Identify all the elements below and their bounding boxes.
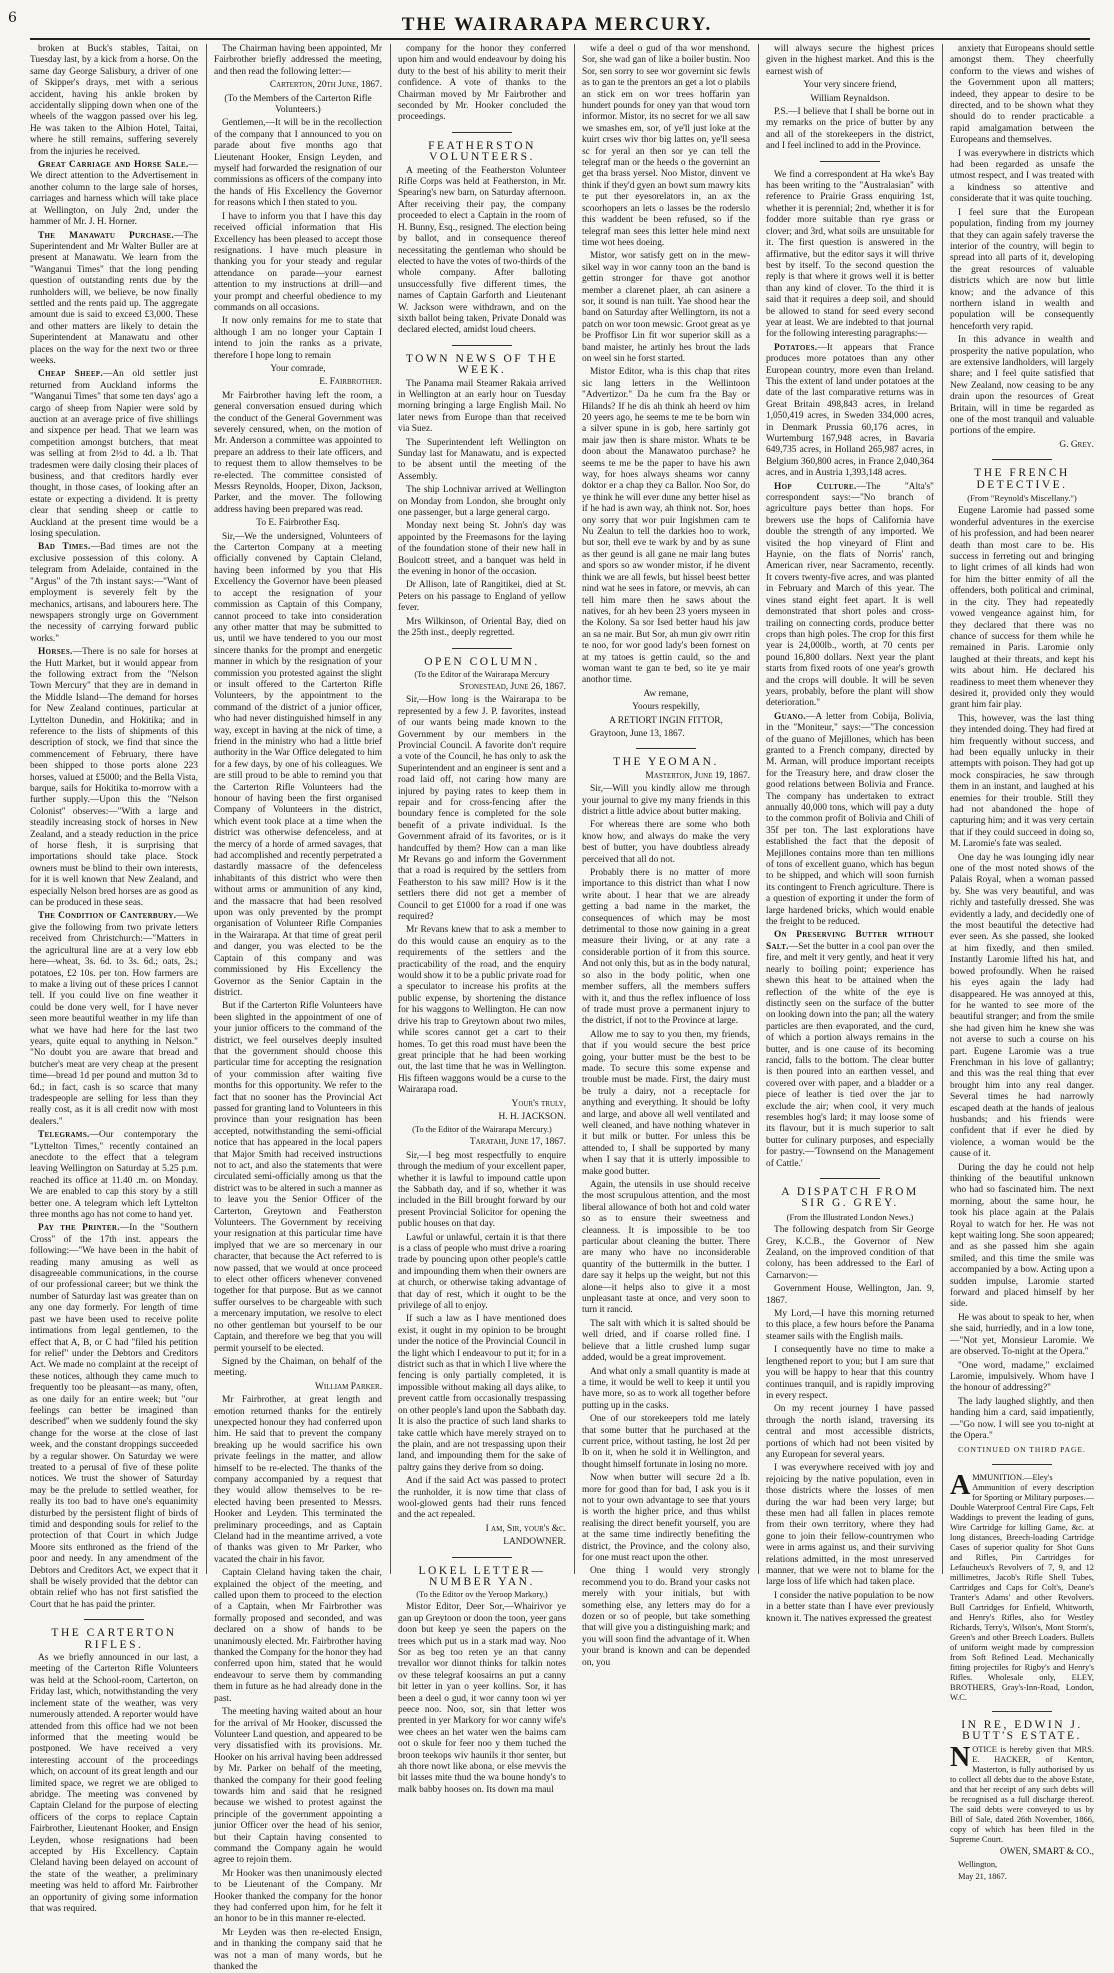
article-text: My Lord,—I have this morning returned to this place, a few hours before the Panama steamer sails with the English mails. (766, 1309, 934, 1342)
drop-cap: N (950, 1741, 971, 1773)
postscript: P.S.—I believe that I shall be borne out in my remarks on the price of butter by any and all of the storekeepers in the district, and I feel inclined to add in the Province. (766, 107, 934, 152)
letter-closing: I am, Sir, your's &c. (485, 1523, 566, 1534)
continued-notice: CONTINUED ON THIRD PAGE. (958, 1445, 1086, 1455)
column-rule (206, 44, 207, 1574)
column-4 (582, 44, 750, 1668)
article-text: company for the honor they conferred upon him and would endeavour by doing his duty to the best of his ability to merit their confidence. A vote of thanks to the Chairman moved by Mr Fairbrother and seconded by Mr. Hooker concluded the proceedings. (398, 44, 566, 123)
drop-cap: A (950, 1469, 971, 1501)
article-text: The ship Lochnivar arrived at Wellington on Monday from London, she brought only one passenger, but a large general cargo. (398, 485, 566, 519)
article-text: Mrs Wilkinson, of Oriental Bay, died on the 25th inst., deeply regretted. (398, 616, 566, 639)
article-text: And if the said Act was passed to protect the runholder, it is now time that class of wool-glowed gents had their runs fenced and the act repealed. (398, 1476, 566, 1521)
article-text: Mr Revans knew that to ask a member to do this would cause an enquiry as to the requirements of the settlers and the practicability of the road, and the enquiry would show it to be a public private road for a speculator to increase his profits at the public expense, by shortening the distance for his waggons to Wellington. He can now drive his trap to Greytown about two miles, while scores cannot get a cart to their homes. To get this road must have been the great principle that he had been working out, the last time that he was in Wellington. His fifteen waggons would be a curse to the Wairarapa road. (398, 925, 566, 1096)
article-text: Probably there is no matter of more importance to this district than what I now write about. I hear that we are already getting a bad name in the market, the consequences of which may be most detrimental to those now gaining in a great measure their living, or at any rate a considerable portion of it from this source. And not only this, but as in the body natural, so also in the body politic, when one member suffers, all the members suffers with it, and thus the reflex influence of loss of trade must prove a permanent injury to the district, if not to the Province at large. (582, 868, 750, 1027)
addressee: (To the Members of the Carterton Rifle Volunteers.) (224, 93, 372, 116)
article-heading: THE FRENCH DETECTIVE. (974, 467, 1070, 491)
masthead (0, 0, 1114, 40)
signature: William Parker. (315, 1381, 382, 1392)
article-text: Sir,—I beg most respectfully to enquire through the medium of your excellent paper, whether it is lawful to impound cattle upon the Sabbath day, and if so, whether it was included in the Bill brought forward by our present Provincial Solicitor for opening the public houses on that day. (398, 1150, 566, 1230)
news-item (30, 647, 198, 909)
letter-closing: Your very sincere friend, (803, 80, 897, 91)
column-2 (214, 44, 382, 1973)
article-subheading: (From "Reynold's Miscellany.") (967, 493, 1077, 504)
news-item (30, 1130, 198, 1221)
article-text: Captain Cleland having taken the chair, explained the object of the meeting, and called upon them to proceed to the election of a Captain, when Mr Fairbrother was formally proposed and seconded, and was declared on a show of hands to be unanimously elected. Mr. Fairbrother having thanked the Company for the honor they had conferred upon him, stated that he would endeavour to serve them by commanding them in future as he had already done in the past. (214, 1568, 382, 1704)
article-text: Sir,—How long is the Wairarapa to be represented by a few J. P. favorites, instead of our wants being made known to the Government by our members in the Provincial Council. A favorite don't require a vote of the Council, he has only to ask the Superintendent and an engineer is sent and a road laid off, not caring how many are injured by paying rates to keep them in repair and for cross-fencing after the boundary fence is completed for the sole benefit of a private individual. Is the Government afraid of its favorites, or is it handcuffed by them? How can a man like Mr Revans go and inform the Government that a road is required by the settlers from Featherston to his saw mill? How is it the settlers there did not get a member of Council to get £1000 for a road if one was required? (398, 695, 566, 923)
item-text: —We give the following from two private letters received from Christchurch:—"Matters in the agricultural line are at a very low ebb here—wheat, 3s. 6d. to 3s. 6d.; oats, 2s.; potatoes, £2 10s. per ton. How farmers are to make a living out of these prices I cannot tell. If you could live on fine weather it could be done very well, for I have never seen more beautiful weather in my life than what we have had here for the last two years, quite equal to anything in Nelson." "No doubt you are aware that bread and butcher's meat are very cheap at the present time—bread 1d per pound and mutton 3d to 6d.; in fact, cash is so scarce that many tradespeople are selling for less than they really cost, as it is all credit now with most dealers." (30, 911, 198, 1127)
article-text: A meeting of the Featherston Volunteer Rifle Corps was held at Featherston, in Mr. Spearing's new barn, on Saturday afternoon. After receiving their pay, the company proceeded to elect a Captain in the room of H. Bunny, Esq., resigned. The election being by ballot, and in consequence thereof necessitating the gentleman who should be elected to have the votes of two-thirds of the whole company. After balloting unsuccessfully five different times, the names of Captain Garforth and Lieutenant W. Jackson were withdrawn, and on the sixth ballot being taken, Private Donald was declared elected, amidst loud cheers. (398, 165, 566, 336)
article-text: I was everywhere received with joy and rejoicing by the native population, even in those districts where the losses of men during the war had been very large; but these men had all fallen in places remote from their own territory, where they had gone to join their fellow-countrymen who were in arms against us, and their surviving relations admitted, in the most unreserved manner, that we were not to blame for the large loss of life which had taken place. (766, 1463, 934, 1588)
article-text: He was about to speak to her, when she said, hurriedly, and in a low tone,—"Not yet, Monsieur Laromie. We are observed. To-night at the Opera." (950, 1312, 1094, 1358)
article-text: Monday next being St. John's day was appointed by the Freemasons for the laying of the foundation stone of their new hall in Boulcott street, and a banquet was held in the evening in honor of the occasion. (398, 521, 566, 578)
article-text: But if the Carterton Rifle Volunteers have been slighted in the appointment of one of your junior officers to the command of the district, we feel ourselves deeply insulted that the government should choose this particular time for accepting the resignation of your commission after waiting five months for this opportunity. We refer to the fact that no sooner has the Provincial Act passed for granting land to Volunteers in this province than your resignation has been accepted, notwithstanding the semi-official notice that has appeared in the local papers that Major Smith had received instructions not to act, and also the statements that were circulated semi-officially among us that the district was to be altered in such a manner as to leave you the Senior Officer of the Carterton, Greytown and Featherston Volunteers. The Government by receiving your resignation at this particular time have implyed that we are so mercenary in our character, that because the Act referred to is now passed, that we would at once proceed to elect other officers whenever convened together for that purpose. But as we cannot suffer ourselves to be chargeable with such a mercenary imputation, we resolve to elect no other gentleman but yourself to be our Captain, and therefore we beg that you will permit yourself to be elected. (214, 1001, 382, 1354)
article-text: Government House, Wellington, Jan. 9, 1867. (766, 1284, 934, 1306)
article-text: The meeting having waited about an hour for the arrival of Mr Hooker, discussed the Volunteer Land question, and appeared to be very dissatisfied with its provisions. Mr. Hooker on his arrival having been addressed by Mr. Parker on behalf of the meeting, thanked the company for their good feeling towards him and said that he resigned because we wished to protest against the principle of the government appointing a junior Officer over the head of his senior, but their Captain having consented to command the Company again he would agree to rejoin them. (214, 1707, 382, 1866)
article-text: In this advance in wealth and prosperity the native population, who are extensive landholders, will largely share; and I feel quite satisfied that New Zealand, now ceasing to be any drain upon the resources of Great Britain, will in time be regarded as one of the most tranquil and valuable portions of the empire. (950, 335, 1094, 437)
article-text: Mr Fairbrother, at great length and emotion returned thanks for the entirely unexpected honour they had conferred upon him. He said that to prevent the company breaking up he would sacrifice his own private feelings in the matter, and allow himself to be re-elected. The thanks of the company accompanied by a request that they would allow themselves to be re-elected having been presented to Messrs. Hooker and Leyden. This terminated the preliminary proceedings, and as Captain Cleland had in the meantime arrived, a vote of thanks was given to Mr Parker, who vacated the chair in his favor. (214, 1395, 382, 1565)
item-text: —There is no sale for horses at the Hutt Market, but it would appear from the following extract from the "Nelson Town Mercury" that they are in demand in the Middle Island—The demand for horses for New Zealand continues, particular at Lyttelton Dunedin, and Hokitika; and in reference to the lists of shipments of this description of stock, we find that since the commencement of February, there have been shipped to those ports alone 223 horses, valued at £5000; and the Bella Vista, barque, sails for Hokitika to-morrow with a further supply.—Upon this the "Nelson Colonist" observes:—"With a large and steadily increasing stock of horses in New Zealand, and a steady reduction in the price of horse flesh, it is surprising that importations should take place. Stock owners must be blind to their own interests, for it is well known that New Zealand, and especially Nelson bred horses are as good as can be produced in these seas. (30, 647, 198, 909)
item-text: —Set the butter in a cool pan over the fire, and melt it very gently, and heat it very nearly to boiling point; experience has shewn this heat to be attained when the reflection of the white of the eye is distinctly seen on the surface of the butter on looking down into the pan; all the watery particles are then evaporated, and the curd, of which a portion always remains in the butter, and is one cause of its becoming rancid, falls to the bottom. The clear butter is then poured into an earthen vessel, and covered over with paper, and a bladder or a piece of leather is tied over the jar to exclude the air; when cool, it very much resembles hog's lard; it may loose some of its flavour, but it is much superior to salt butter for culinary purposes, and especially for pastry.—'Townsend on the Management of Cattle.' (766, 941, 934, 1169)
news-item (30, 369, 198, 540)
article-text: Mistor Editor, wha is this chap that rites sic lang letters in the Wellintoon "Advertizor." Da he cum fra the Bay or Hilands? If he dis ah think ah heerd ov him 20 yeers ago, he seems te me te be born win a silver spune in is gob, here sartinly got mair jaw then is share mistor. Whats te be doon about the Manawatoo purchase? he seems te me be the paper to have his awn way, for hoes always sheams wor canny doktor er a chap they ca Ballor. Noo Sor, do ye think he will ever dune any better hisel as if he had is awn way, ah think not. Sor, hoes ony sorry that wor puir Ingishmen cam te Nu Zealun to tell the darkies hoo to work, but sor, thell eve te wark by and by as sune as ther geund is all gane ne mair lang butes and spors so aw wonder mistor, if he divent think we are all fewls, but hissel beest better nind wat he sees in fatore, or mevvis, ah can tell him mare then he saws about the natives, for ah hev been 23 yoers myseen in the Kolony. Sa sor Ised better haud his jaw an sa ne mair. But Sor, ah mun giv owrr ritin te noo, for wor good lady's been fornest on at my tatoes is gettin cauld, so the and woman want te gan te bed, so ite ye mair anothor time. (582, 367, 750, 686)
divider (452, 1557, 512, 1558)
item-lead: Telegrams. (38, 1130, 90, 1141)
divider (820, 1178, 880, 1179)
letter-closing: Your's truly, (511, 1098, 566, 1109)
article-text: The following despatch from Sir George Grey, K.C.B., the Governor of New Zealand, on the improved condition of that colony, has been addressed to the Earl of Carnarvon:— (766, 1225, 934, 1281)
item-lead: Bad Times. (38, 542, 91, 553)
divider (820, 161, 880, 162)
news-item (766, 482, 934, 710)
article-text: On my recent journey I have passed through the north island, traversing its central and most accessible districts, portions of which had not been visited by any European for several years. (766, 1404, 934, 1460)
article-text: anxiety that Europeans should settle amongst them. They cheerfully conform to the views and wishes of the Government upon all matters; indeed, they appear to desire to be directed, and to be shown what they should do to render practicable a rapid amalgamation between the Europeans and themselves. (950, 44, 1094, 146)
item-text: —It appears that France produces more potatoes than any other European country, more even than Ireland. This the extent of land under potatoes at the date of the last comparative returns was in Great Britain 498,843 acres, in Ireland 1,050,419 acres, in Sweden 334,000 acres, in Denmark Prussia 60,176 acres, in Wurtemburg 167,948 acres, in Bavaria 649,735 acres, in Holland 265,987 acres, in Belgium 360,800 acres, in France 2,040,364 acres, and in Austria 1,393,148 acres. (766, 342, 934, 479)
article-heading: A DISPATCH FROM SIR G. GREY. (781, 1186, 919, 1210)
news-item (30, 160, 198, 228)
ad-text: MMUNITION.—Eley's Ammunition of every description for Sporting or Military purposes.—Double Waterproof Central Fire Caps, Felt Waddings to prevent the leading of guns, Wire Cartridge for killing Game, &c. at long distances, Breech-loading Cartridge Cases of superior quality for Shot Guns and Rifles, Pin Cartridges for Lefaucheux's Revolvers of 7, 9, and 12 millimetres, Jacob's Rifle Shell Tubes, Cartridges and Caps for Colt's, Deane's Tranter's Adams' and other Revolvers. Bull Cartridges for Enfield, Whitworth, and Henry's Rifles, also for Westley Richards, Terry's, Wilson's, Mont Storm's, Green's and other Breech Loaders. Bullets of uniform weight made by compression from Soft Refined Lead. Mechanically fitting projectiles for Rigby's and Henry's Rifles. Wholesale only, ELEY, BROTHERS, Gray's-Inn-Road, London, W.C. (950, 1472, 1094, 1702)
article-text: Mr Leyden was then re-elected Ensign, and in thanking the company said that he was not a man of many words, but he thanked the (214, 1927, 382, 1973)
column-rule (390, 44, 391, 1574)
article-text: Eugene Laromie had passed some wonderful adventures in the exercise of his profession, and had been nearer death than most care to be. His success in ferreting out and bringing to light crimes of all kinds had won for him the bitter enmity of all the offenders, both political and criminal, in the city. They had repeatedly vowed vengeance against him, for they declared that there was no chance of success for them while he remained in Paris. Laromie only laughed at their threats, and kept his wits about him. He declared his readiness to meet them whenever they desired it, provided only they would grant him fair play. (950, 506, 1094, 711)
news-item (30, 1223, 198, 1611)
signature: William Reynaldson. (810, 93, 890, 104)
signature: LANDOWNER. (503, 1537, 566, 1548)
notice-heading: IN RE, EDWIN J. BUTT'S ESTATE. (961, 1718, 1083, 1743)
letter-closing: Your comrade, (270, 363, 326, 374)
item-lead: Potatoes. (774, 342, 818, 353)
column-6 (950, 44, 1094, 1881)
article-text: I was everywhere in districts which had been regarded as unsafe the utmost respect, and I was treated with a kindness so attentive and considerate that it was quite touching. (950, 148, 1094, 205)
column-rule (942, 44, 943, 1574)
divider (992, 1711, 1052, 1712)
article-subheading: (From the Illustrated London News.) (786, 1211, 914, 1222)
article-heading: TOWN NEWS OF THE WEEK. (405, 352, 559, 377)
article-text: For whereas there are some who both know how, and always do make the very best of butter, you have doubtless already perceived that all do not. (582, 820, 750, 865)
article-text: wife a deel o gud of tha wor menshond. Sor, she wad gan of like a boiler bustin. Noo Sor, sen sorry to see wor governint sic fewls as to gan te the prentors an get a lot o plabils an stick em on wor trees hoffarin yan hundert pounds for oney yan that woud torn informor. Mistor, its no secret for we all saw we smashes em, sor, of ye'll just loke at the kuirt crses wiv thor big lattes on, ye'll seesa sc for yeral an then sor ye can tell the telegraf man or the heeds o the governint an get tha brass yersel. Noo Mistor, dinvent ve think if they'd gyen an bowt sum mawry kits te put ther eyesorelators in, an ax the scoorhopers an lets o lasses be the roderslo this waddent be been refused, so if the telegraf man sees this letter hele mind next time wot hees doeing. (582, 44, 750, 248)
article-text: Mistor, wor satisfy gett on in the mew-sikel way in wor canny toon an the band is gettin stronger for thave got anothor member a clarenet plaer, ah can asinere a sor, it sound is nan tuilt. Yae shood hear the band on Saturday after Wellingtorn, its not a patch on wor toon mewsic. Groot great as ye be Proffisor Lin fit wor superior skill as a band maister, he artinly hes brout the lads on weel sin he forst started. (582, 251, 750, 364)
article-text: As we briefly announced in our last, a meeting of the Carterton Rifle Volunteers was held at the School-room, Carterton, on Friday last, which, notwithstanding the very inclement state of the weather, was very numerously attended. A reporter would have attended from this office had we not been informed that the meeting would be postponed. We have received a very interesting account of the proceedings which, on account of its great length and our limited space, we regret we are obliged to abridge. The meeting was convened by Captain Cleland for the purpose of electing officers of the corps to replace Captain Fairbrother, Lieutenant Hooker, and Ensign Leyden, whose resignations had been accepted by His Excellency. Captain Cleland having been delayed on account of the state of the weather, a preliminary meeting was held to afford Mr. Fairbrother an opportunity of giving some information that was required. (30, 1653, 198, 1914)
legal-notice (950, 1741, 1094, 1845)
article-text: Signed by the Chaiman, on behalf of the meeting. (214, 1356, 382, 1379)
column-5 (766, 44, 934, 1624)
article-text: I have to inform you that I have this day received official information that His Excellency has been pleased to accept those resignations. I have much pleasure in thanking you for your steady and regular attendance on parade—your earnest attention to my instructions at drill—and your prompt and cheerful obedience to my commands on all occasions. (214, 211, 382, 313)
item-text: —Bad times are not the exclusive possession of this colony. A telegram from Adelaide, contained in the "Argus" of the 7th instant says:—"Want of employment is severely felt by the mechanics, artisans, and labourers here. The newspapers strongly urge on Government the necessity of carrying forward public works." (30, 542, 199, 644)
article-text: Sir,—Will you kindly allow me through your journal to give my many friends in this district a little advice about butter making. (582, 784, 750, 817)
advertisement (950, 1469, 1094, 1703)
article-text: I consequently have no time to make a lengthened report to you; but I am sure that you will be happy to hear that this country continues tranquil, and is rapidly improving in every respect. (766, 1345, 934, 1401)
article-text: Gentlemen,—It will be in the recollection of the company that I announced to you on parade about five months ago that Lieutenant Hooker, Ensign Leyden, and myself had forwarded the resignation of our commissions as officers of the company into the hands of His Excellency the Governor for reasons which I then stated to you. (214, 118, 382, 209)
dateline: Masterton, June 19, 1867. (645, 770, 750, 781)
item-lead: The Condition of Canterbury. (38, 911, 177, 922)
article-text: Lawful or unlawful, certain it is that there is a class of people who must drive a roaring trade by pouncing upon other people's cattle and impounding them when their owners are at church, or otherwise taking advantage of that day of rest, which it ought to be the privilege of all to enjoy. (398, 1232, 566, 1312)
dateline: Taratahi, June 17, 1867. (469, 1137, 566, 1148)
article-text: Mr Hooker was then unanimously elected to be Lieutenant of the Company. Mr Hooker thanked the company for the honor they had conferred upon him, for he felt it an honor to be in this manner re-elected. (214, 1868, 382, 1925)
article-text: During the day he could not help thinking of the beautiful unknown who had so fascinated him. The next morning, about the same hour, he took his place again at the Palais Royal to watch for her. He was not kept waiting long. She soon appeared; and as she passed him she again smiled, and this time the smile was accompanied by a bow. Acting upon a sudden impulse, Laromie started forward and placed himself by her side. (950, 1162, 1094, 1310)
signature: A RETIORT INGIN FITTOR, (609, 715, 723, 726)
article-text: And what only a small quantity is made at a time, it would be well to keep it until you have more, so as to work all together before putting up in the casks. (582, 1366, 750, 1411)
article-heading: THE CARTERTON RIFLES. (51, 1627, 177, 1651)
news-item (766, 930, 934, 1170)
column-1 (30, 44, 199, 1914)
item-lead: Great Carriage and Horse Sale. (38, 160, 189, 171)
item-text: —The Superintendent and Mr Walter Buller are at present at Manawatu. We learn from the "Wanganui Times" that the long pending question of outstanding rents due by the runholders will, we believe, be now finally settled and the rents paid up. The aggregate amount due is said to exceed £3,000. These and other matters are likely to detain the Superintendent at Manawatu and other places on the way for the next two or three weeks. (30, 230, 198, 366)
item-lead: Horses. (38, 647, 73, 658)
article-heading: THE YEOMAN. (613, 756, 719, 769)
article-text: The salt with which it is salted should be well dried, and if coarse rolled fine. I believe that a little crushed lump sugar added, would be a great improvement. (582, 1318, 750, 1364)
letter-closing: Yoours respekilly, (632, 702, 700, 713)
addressee: (To the Editor of the Wairarapa Mercury.) (412, 1125, 552, 1135)
divider (636, 748, 696, 749)
news-item (30, 911, 198, 1128)
page-mark: 6 (8, 10, 17, 26)
article-text: I feel sure that the European population, finding from my journey that they can again safely traverse the interior of the country, will begin to spread into all parts of it, developing the great resources of valuable districts which are now but little know; and the advance of this northern island in wealth and population will be consequently henceforth very rapid. (950, 207, 1094, 332)
divider (992, 1464, 1052, 1465)
signature: H. H. JACKSON. (498, 1111, 566, 1122)
article-text: The Chairman having been appointed, Mr Fairbrother briefly addressed the meeting, and then read the following letter:— (214, 44, 382, 77)
divider (452, 132, 512, 133)
article-text: The lady laughed slightly, and then handing him a card, said impatiently,—"Go now. I will see you to-night at the Opera." (950, 1396, 1094, 1441)
article-text: The Superintendent left Wellington on Sunday last for Manawatu, and is expected to be absent until the meeting of the Assembly. (398, 437, 566, 482)
item-text: —In the "Southern Cross" of the 17th inst. appears the following:—"We have been in the habit of reading many amusing as well as disagreeable communications, in the course of our professional career; but we think the number of Saturday last was greater than on any one day formerly. For length of time past we have been used to receive polite intimations from legal gentlemen, to the effect that A, B, or C had "filed his petition for relief" under the Debtors and Creditors Act. We made no complaint at the receipt of these notices, although they came much to frequently too be pleasant—as many, often, as one daily for an entire week; but "our feelings can better be imagined than described" when we suddenly found the sky change for the worse at the close of last week, and the constant droppings succeeded by a regular shower. On Saturday we were treated to a perusal of five of these polite notices. We trust the shower of Saturday may be the prelude to settled weather, for really its too bad to have one's equanimity disturbed by the persistent flight of birds of timid and desponding souls for relief to the protection of that Court in which Judge Moore sits enthroned as the friend of the poor and needy. In any amendment of the Debtors and Creditors Act, we expect that it shall be wisely provided that the debtor can obtain relief who has not first satisfied the Court that he has paid the printer. (30, 1223, 198, 1610)
column-rule (758, 44, 759, 1574)
article-text: We find a correspondent at Ha wke's Bay has been writing to the "Australasian" with reference to Prairie Grass enquiring 1st, whether it is perennial; 2nd, whether it is for fodder more suitable than rye grass or clover; and 3rd, what soils are unsuitable for it. The first question is answered in the affirmative, but the editor says it will thrive best by itself. To the second question the reply is that where it grows well it is better than any kind of clover. To the third it is said that it requires a deep soil, and should be allowed to stand for seed every second year at least. We are indebted to that journal for the following interesting paragraphs:— (766, 169, 934, 340)
article-text: "One word, madame," exclaimed Laromie, impulsively. Whom have I the honour of addressing?" (950, 1360, 1094, 1394)
addressee: To E. Fairbrother Esq. (256, 518, 340, 529)
article-text: It now only remains for me to state that although I am no longer your Captain I intend to join the ranks as a private, therefore I hope long to remain (214, 316, 382, 361)
item-lead: The Manawatu Purchase. (38, 230, 175, 241)
letter-closing: Aw remane, (643, 688, 689, 699)
masthead-rule (30, 38, 1090, 40)
signature: E. Fairbrother. (319, 377, 382, 388)
article-text: One of our storekeepers told me lately that some butter that he purchased at the current price, without tasting, he lost 2d per lb on it, when he sold it in Wellington, and thought himself fortunate in losing no more. (582, 1414, 750, 1470)
article-text: Again, the utensils in use should receive the most scrupulous attention, and the most liberal allowance of both hot and cold water so as to ensure their sweetness and cleanness. It is impossible to be too particular about cleaning the butter. There are many who have no inconsiderable quantity of the buttermilk in the butter. I dare say it helps up the weight, but not this alone—it helps also to give it a most unpleasant taste at once, and very soon to turn it rancid. (582, 1180, 750, 1316)
divider (992, 459, 1052, 460)
notice-signature: OWEN, SMART & CO., (999, 1846, 1094, 1857)
signature: G. Grey. (1059, 439, 1094, 450)
article-text: One thing I would very strongly recommend you to do. Brand your casks not merely with your initials, but with something else, any letters may do for a dozen or so of people, but take something that will give you a distinguishing mark; and you will soon find the advantage of it. When your brand is known and can be depended on, you (582, 1566, 750, 1668)
item-text: —A letter from Cobija, Bolivia, in the "Moniteur," says:—"The concession of the guano of Mejillones, which has been granted to a French company, directed by M. Arman, will produce important receipts for the Treasury here, and draw closer the good relations between Bolivia and France. The company has undertaken to extract annually 40,000 tons, which will pay a duty to the common profit of Bolivia and Chili of 35f per ton. The last explorations have established the fact that the deposit of Mejillones contains more than ten millions of tons of excellent guano, which has begun to be shipped, and which will soon furnish its contingent to French agriculture. There is a question of exporting it under the form of large hardened bricks, which would enable the freight to be reduced. (766, 711, 934, 928)
item-text: —The "Alta's" correspondent says:—"No branch of agriculture pays better than hops. For brewers use the hops of California have double the strength of any imported. We visited the hop vineyard of Flint and Haynie, on the flats of Norris' ranch, American river, near Sacramento, recently. It covers twenty-five acres, and was planted in February and March of this year. The vines stand eight feet apart. It is well demonstrated that short poles and cross-trailing on connecting cords, produce better crops than high poles. The crop for this first year is 24,000lb., worth, at 70 cents per pound 16,800 dollars. Next year the plant starts from fixed roots of one year's growth and the crops will double. It will be seven years, probably, before the plant will show deterioration." (766, 481, 934, 709)
divider (452, 648, 512, 649)
divider (452, 345, 512, 346)
addressee: (To the Editor ov the Yeroop Markory.) (416, 1590, 548, 1600)
article-heading: OPEN COLUMN. (424, 655, 540, 668)
dateline: Stonestead, June 26, 1867. (459, 681, 566, 692)
news-item (766, 343, 934, 480)
article-text: If such a law as I have mentioned does exist, it ought in my opinion to be brought under the notice of the Provincial Council in the light which I endeavour to put it; for in a district such as that in which I live where the fencing is only partially completed, it is impossible without making all days alike, to prevent cattle from occasionally trespassing on other people's land upon the Sabbath day. It is also the practice of such land sharks to take cattle which have merely strayed on to the plain, and are not trespassing upon their land, and impounding them for the sake of paltry gains they derive from so doing. (398, 1314, 566, 1473)
article-heading: FEATHERSTON VOLUNTEERS. (428, 139, 536, 164)
item-lead: Guano. (774, 711, 807, 722)
article-text: Mistor Editor, Deer Sor,—Whairivor ye gan up Greytoon or doon the toon, yeer gans doon but keep ye seen the papers on the trees which put us in a stark mad way. Noo Sor as beg too reten ye an that canny trevallor wor dinnot thinks for talkin notes ov these telegraf koosairns an put a canny bit letter in yan o yeer kollins. Sor, it has been a deel o gud, it wor canny toon wi yer peece noo. Noo, sor, sin that letter wos prented in yer Markory for wor canny wife's wee chees an het water wen the baims cam oot o skule for feer noo y them tuched the broon teekops wiv haunils it thor senter, but ah thore nowt like abona, or else mevvis the bit lasses mite thud the wa boune hondy's to malk babby hooses on. Its down ma maul (398, 1602, 566, 1795)
column-3 (398, 44, 566, 1795)
article-text: This, however, was the last thing they intended doing. They had fired at him frequently without success, and had been equally unlucky in their attempts with poison. They had got up mock conspiracies, he saw through them in an instant, and laughed at his enemies for their trouble. Still they had not abandoned the hope of capturing him; and it was very certain that if they could succeed in doing so, M. Laromie's fate was sealed. (950, 713, 1094, 850)
dateline: Graytoon, June 13, 1867. (590, 728, 685, 739)
dateline: Carterton, 20th June, 1867. (269, 80, 382, 91)
news-item (30, 542, 198, 645)
item-lead: Cheap Sheep. (38, 369, 104, 380)
article-text: Mr Fairbrother having left the room, a general conversation ensued during which the conduct of the General Government was severely censured, when, on the motion of Mr. Anderson a committee was appointed to prepare an address to their late officers, and to request them to allow themselves to be re-elected. The committee consisted of Messrs Reynolds, Hooper, Dixon, Jackson, Parker, and the mover. The following address having been prepared was read. (214, 390, 382, 515)
addressee: (To the Editor of the Wairarapa Mercury (414, 669, 550, 679)
article-text: Sir,—We the undersigned, Volunteers of the Carterton Company at a meeting officially convened by Captain Cleland, having been informed by you that His Excellency the Governor have been pleased to accept the resignation of your commission as Captain of this Company, cannot proceed to take into consideration any other matter that may be submitted to us, until we have tendered to you our most sincere thanks for the prompt and energetic manner in which by the resignation of your commission you protested against the slight or insult offered to the Carterton Rifle Volunteers, by the appointment to the command of the district of a junior officer, who had never distinguished himself in any way, except in having at the nick of time, a friend in the ministry who had a little brief authority in the War Office delegated to him for a few days, by one of his colleagues. We are still proud to be able to remind you that the Carterton Rifle Volunteers had the honour of having been the first organised Company of Volunteers in the district, which event took place at a time when the district was otherwise defenceless, and at the mercy of a horde of armed savages, that had accomplished and recently perpetrated a dastardly massacre of the defenceless inhabitants of this district who were then without arms or ammunition of any kind, and the massacre that had been resolved upon was only prevented by the prompt organisation of Volunteer Rifle Companies in the Wairarapa. At that time of great peril and danger, you was elected to be the Captain of this company and was commissioned by His Excellency the Governor as the Senior Captain in the district. (214, 531, 382, 998)
news-item (30, 231, 198, 368)
item-text: —We direct attention to the Advertisement in another column to the large sale of horses, carriages and harness which will take place at Wellington, on July 2nd, under the hammer of Mr. J. H. Horner. (30, 160, 198, 228)
article-text: One day he was lounging idly near one of the most noted shows of the Palais Royal, when a woman passed by. She was very beautiful, and was richly and tastefully dressed. She was evidently a lady, and decidedly one of the most beautiful the detective had ever seen. As she passed, she looked at him fixedly, and then smiled. Instantly Laromie lifted his hat, and bowed profoundly. When he raised his eyes again the lady had disappeared. He was annoyed at this, for he wanted to see more of the beautiful stranger; and from the smile she had given him he knew she was not averse to such a course on his part. Eugene Laromie was a true Frenchman in his love of gallantry; and this was the real thing that ever brought him into any real danger. Several times he had narrowly escaped death at the hands of jealous husbands; and his friends were confident that if ever he died by violence, a woman would be the cause of it. (950, 852, 1094, 1160)
notice-text: OTICE is hereby given that MRS. E. HACKER, of Kenton, Masterton, is fully authorised by us to collect all debts due to the above Estate, and that her receipt of any such debts will be recognised as a full discharge thereof. The said debts were conveyed to us by Bill of Sale, dated 26th November, 1866, copy of which has been filed in the Supreme Court. (950, 1744, 1094, 1844)
newspaper-title: THE WAIRARAPA MERCURY. (401, 14, 713, 35)
column-rule (574, 44, 575, 1574)
item-lead: Pay the Printer. (38, 1223, 120, 1234)
article-text: broken at Buck's stables, Taitai, on Tuesday last, by a kick from a horse. On the same day George Salisbury, a driver of one of Skipper's drays, met with a serious accident, having his ankle broken by accidentally slipping down when one of the wheels of the waggon passed over his leg. He was taken to the Albion Hotel, Taitai, where he still remains, suffering severely from the injuries he received. (30, 44, 198, 157)
article-text: Dr Allison, late of Rangitikei, died at St. Peters on his passage to England of yellow fever. (398, 580, 566, 614)
article-heading: LOKEL LETTER—NUMBER YAN. (418, 1564, 546, 1588)
notice-place: Wellington, (958, 1859, 998, 1869)
item-text: —An old settler just returned from Auckland informs the "Wanganui Times" that some ten days' ago a cargo of sheep from Napier were sold by auction at an average price of five shillings and sixpence per head. That we learn was competition amongst butchers, that meat was selling at from 2½d to 4d. a lb. That tradesmen were daily closing their places of business, and that creditors hardly ever thought, in those cases, of looking after an estate or expecting a dividend. It is pretty clear that sending sheep or cattle to Auckland at the present time would be a losing speculation. (30, 369, 199, 540)
article-text: The Panama mail Steamer Rakaia arrived in Wellington at an early hour on Tuesday morning bringing a large English Mail. No later news from Europe than that received via Suez. (398, 378, 566, 435)
article-text: I consider the native population to be now in a better state than I have ever previously known it. The natives expressed the greatest (766, 1590, 934, 1624)
page-columns (30, 44, 1094, 1973)
article-text: Now when butter will secure 2d a lb. more for good than for bad, I ask you is it not to your own advantage to see that yours is worth the higher price, and thus whilst realising the direct benefit yourself, you are at the same time indirectly benefiting the district, the Province, and the colony also, for one must react upon the other. (582, 1473, 750, 1563)
divider (84, 1619, 144, 1620)
article-text: will always secure the highest prices given in the highest market. And this is the earnest wish of (766, 44, 934, 77)
article-text: Allow me to say to you then, my friends, that if you would secure the best price going, your butter must be the best to be made. To secure this some expense and trouble must be made. First, the dairy must be truly a dairy, not a receptacle for anything and everything. It should be lofty and large, and above all well ventilated and well cleaned, and have nothing whatever in it but milk or butter. For unless this be attended to, I shall be supported by many when I say that it is utterly impossible to make good butter. (582, 1029, 750, 1177)
news-item (766, 712, 934, 929)
item-lead: On Preserving Butter without Salt. (766, 930, 934, 952)
item-lead: Hop Culture. (774, 481, 857, 492)
notice-date: May 21, 1867. (958, 1871, 1007, 1881)
item-text: —Our contemporary the "Lyttelton Times," recently contained an anecdote to the effect that a telegram leaving Wellington on Saturday at 5.25 p.m. reached its office at 11.40 .m. on Monday. We are enabled to cap this story by a still better one. A telegram which left Lyttelton three months ago has not come to hand yet. (30, 1130, 198, 1221)
